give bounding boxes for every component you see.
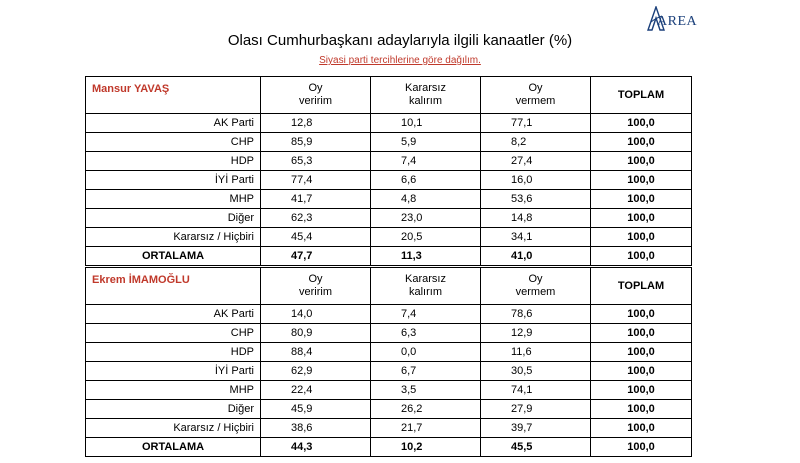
- value-undecided: 4,8: [371, 190, 481, 209]
- party-name: MHP: [86, 381, 261, 400]
- table-header-row: [86, 268, 692, 305]
- table-row: [86, 419, 692, 438]
- average-vote-yes: 47,7: [261, 247, 371, 266]
- party-name: İYİ Parti: [86, 171, 261, 190]
- table-row: [86, 190, 692, 209]
- value-undecided: 26,2: [371, 400, 481, 419]
- average-vote-no: 45,5: [481, 438, 591, 457]
- header-vote-yes: [261, 268, 371, 305]
- value-undecided: 7,4: [371, 152, 481, 171]
- value-vote-yes: 62,3: [261, 209, 371, 228]
- average-undecided: 11,3: [371, 247, 481, 266]
- value-total: 100,0: [591, 305, 692, 324]
- candidate-name: Ekrem İMAMOĞLU: [86, 268, 261, 305]
- value-total: 100,0: [591, 381, 692, 400]
- value-total: 100,0: [591, 362, 692, 381]
- value-undecided: 21,7: [371, 419, 481, 438]
- value-undecided: 7,4: [371, 305, 481, 324]
- header-undecided-line2: kalırım: [409, 286, 442, 298]
- average-undecided: 10,2: [371, 438, 481, 457]
- table-row: [86, 343, 692, 362]
- party-name: CHP: [86, 324, 261, 343]
- header-undecided: [371, 77, 481, 114]
- party-name: Kararsız / Hiçbiri: [86, 419, 261, 438]
- value-vote-no: 39,7: [481, 419, 591, 438]
- value-vote-no: 74,1: [481, 381, 591, 400]
- value-vote-yes: 12,8: [261, 114, 371, 133]
- value-vote-no: 53,6: [481, 190, 591, 209]
- header-total: TOPLAM: [591, 268, 692, 305]
- value-undecided: 6,6: [371, 171, 481, 190]
- value-vote-yes: 45,4: [261, 228, 371, 247]
- header-vote-no-line1: Oy: [528, 82, 543, 94]
- header-vote-yes-line2: veririm: [299, 95, 332, 107]
- value-total: 100,0: [591, 171, 692, 190]
- value-vote-yes: 77,4: [261, 171, 371, 190]
- header-vote-no: [481, 77, 591, 114]
- party-name: HDP: [86, 343, 261, 362]
- area-logo: [645, 6, 705, 32]
- value-vote-yes: 38,6: [261, 419, 371, 438]
- header-vote-no-line2: vermem: [515, 286, 556, 298]
- table-row: [86, 133, 692, 152]
- party-name: Kararsız / Hiçbiri: [86, 228, 261, 247]
- header-vote-no-line2: vermem: [515, 95, 556, 107]
- value-vote-yes: 45,9: [261, 400, 371, 419]
- value-vote-yes: 85,9: [261, 133, 371, 152]
- party-name: HDP: [86, 152, 261, 171]
- value-total: 100,0: [591, 324, 692, 343]
- table-row: [86, 362, 692, 381]
- page-title: Olası Cumhurbaşkanı adaylarıyla ilgili kanaatler (%): [227, 32, 573, 49]
- value-total: 100,0: [591, 114, 692, 133]
- value-vote-no: 34,1: [481, 228, 591, 247]
- value-total: 100,0: [591, 133, 692, 152]
- table-row: [86, 381, 692, 400]
- header-total: TOPLAM: [591, 77, 692, 114]
- table-row: [86, 228, 692, 247]
- table-row: [86, 171, 692, 190]
- value-vote-yes: 14,0: [261, 305, 371, 324]
- value-total: 100,0: [591, 209, 692, 228]
- value-undecided: 23,0: [371, 209, 481, 228]
- value-total: 100,0: [591, 152, 692, 171]
- average-total: 100,0: [591, 247, 692, 266]
- value-undecided: 20,5: [371, 228, 481, 247]
- value-vote-no: 30,5: [481, 362, 591, 381]
- party-name: AK Parti: [86, 114, 261, 133]
- header-undecided-line1: Kararsız: [405, 273, 446, 285]
- value-undecided: 0,0: [371, 343, 481, 362]
- value-total: 100,0: [591, 419, 692, 438]
- average-row: [86, 438, 692, 457]
- value-vote-no: 12,9: [481, 324, 591, 343]
- value-undecided: 3,5: [371, 381, 481, 400]
- table-row: [86, 152, 692, 171]
- header-undecided-line2: kalırım: [409, 95, 442, 107]
- value-vote-no: 77,1: [481, 114, 591, 133]
- header-undecided: [371, 268, 481, 305]
- header-undecided-line1: Kararsız: [405, 82, 446, 94]
- average-label: ORTALAMA: [86, 438, 261, 457]
- value-undecided: 6,7: [371, 362, 481, 381]
- value-total: 100,0: [591, 228, 692, 247]
- logo-text: AREA: [657, 14, 698, 29]
- average-row: [86, 247, 692, 266]
- value-vote-yes: 22,4: [261, 381, 371, 400]
- value-undecided: 6,3: [371, 324, 481, 343]
- value-vote-no: 27,9: [481, 400, 591, 419]
- value-undecided: 10,1: [371, 114, 481, 133]
- candidate-name: Mansur YAVAŞ: [86, 77, 261, 114]
- party-name: AK Parti: [86, 305, 261, 324]
- header-vote-yes-line1: Oy: [308, 273, 323, 285]
- party-name: MHP: [86, 190, 261, 209]
- value-vote-no: 27,4: [481, 152, 591, 171]
- candidate-table-yavas: [85, 76, 692, 266]
- table-row: [86, 305, 692, 324]
- value-total: 100,0: [591, 343, 692, 362]
- header-vote-yes-line1: Oy: [308, 82, 323, 94]
- party-name: İYİ Parti: [86, 362, 261, 381]
- value-vote-yes: 65,3: [261, 152, 371, 171]
- table-row: [86, 324, 692, 343]
- average-label: ORTALAMA: [86, 247, 261, 266]
- header-vote-no: [481, 268, 591, 305]
- value-vote-yes: 88,4: [261, 343, 371, 362]
- table-row: [86, 114, 692, 133]
- average-total: 100,0: [591, 438, 692, 457]
- value-total: 100,0: [591, 190, 692, 209]
- header-vote-yes: [261, 77, 371, 114]
- party-name: Diğer: [86, 400, 261, 419]
- value-vote-yes: 80,9: [261, 324, 371, 343]
- value-vote-yes: 41,7: [261, 190, 371, 209]
- table-header-row: [86, 77, 692, 114]
- average-vote-yes: 44,3: [261, 438, 371, 457]
- party-name: CHP: [86, 133, 261, 152]
- value-vote-no: 14,8: [481, 209, 591, 228]
- table-row: [86, 400, 692, 419]
- value-vote-no: 16,0: [481, 171, 591, 190]
- value-undecided: 5,9: [371, 133, 481, 152]
- value-vote-no: 78,6: [481, 305, 591, 324]
- average-vote-no: 41,0: [481, 247, 591, 266]
- value-vote-no: 11,6: [481, 343, 591, 362]
- table-row: [86, 209, 692, 228]
- page-subtitle: Siyasi parti tercihlerine göre dağılım.: [319, 55, 481, 66]
- value-total: 100,0: [591, 400, 692, 419]
- value-vote-yes: 62,9: [261, 362, 371, 381]
- value-vote-no: 8,2: [481, 133, 591, 152]
- header-vote-no-line1: Oy: [528, 273, 543, 285]
- header-vote-yes-line2: veririm: [299, 286, 332, 298]
- party-name: Diğer: [86, 209, 261, 228]
- candidate-table-imamoglu: [85, 267, 692, 457]
